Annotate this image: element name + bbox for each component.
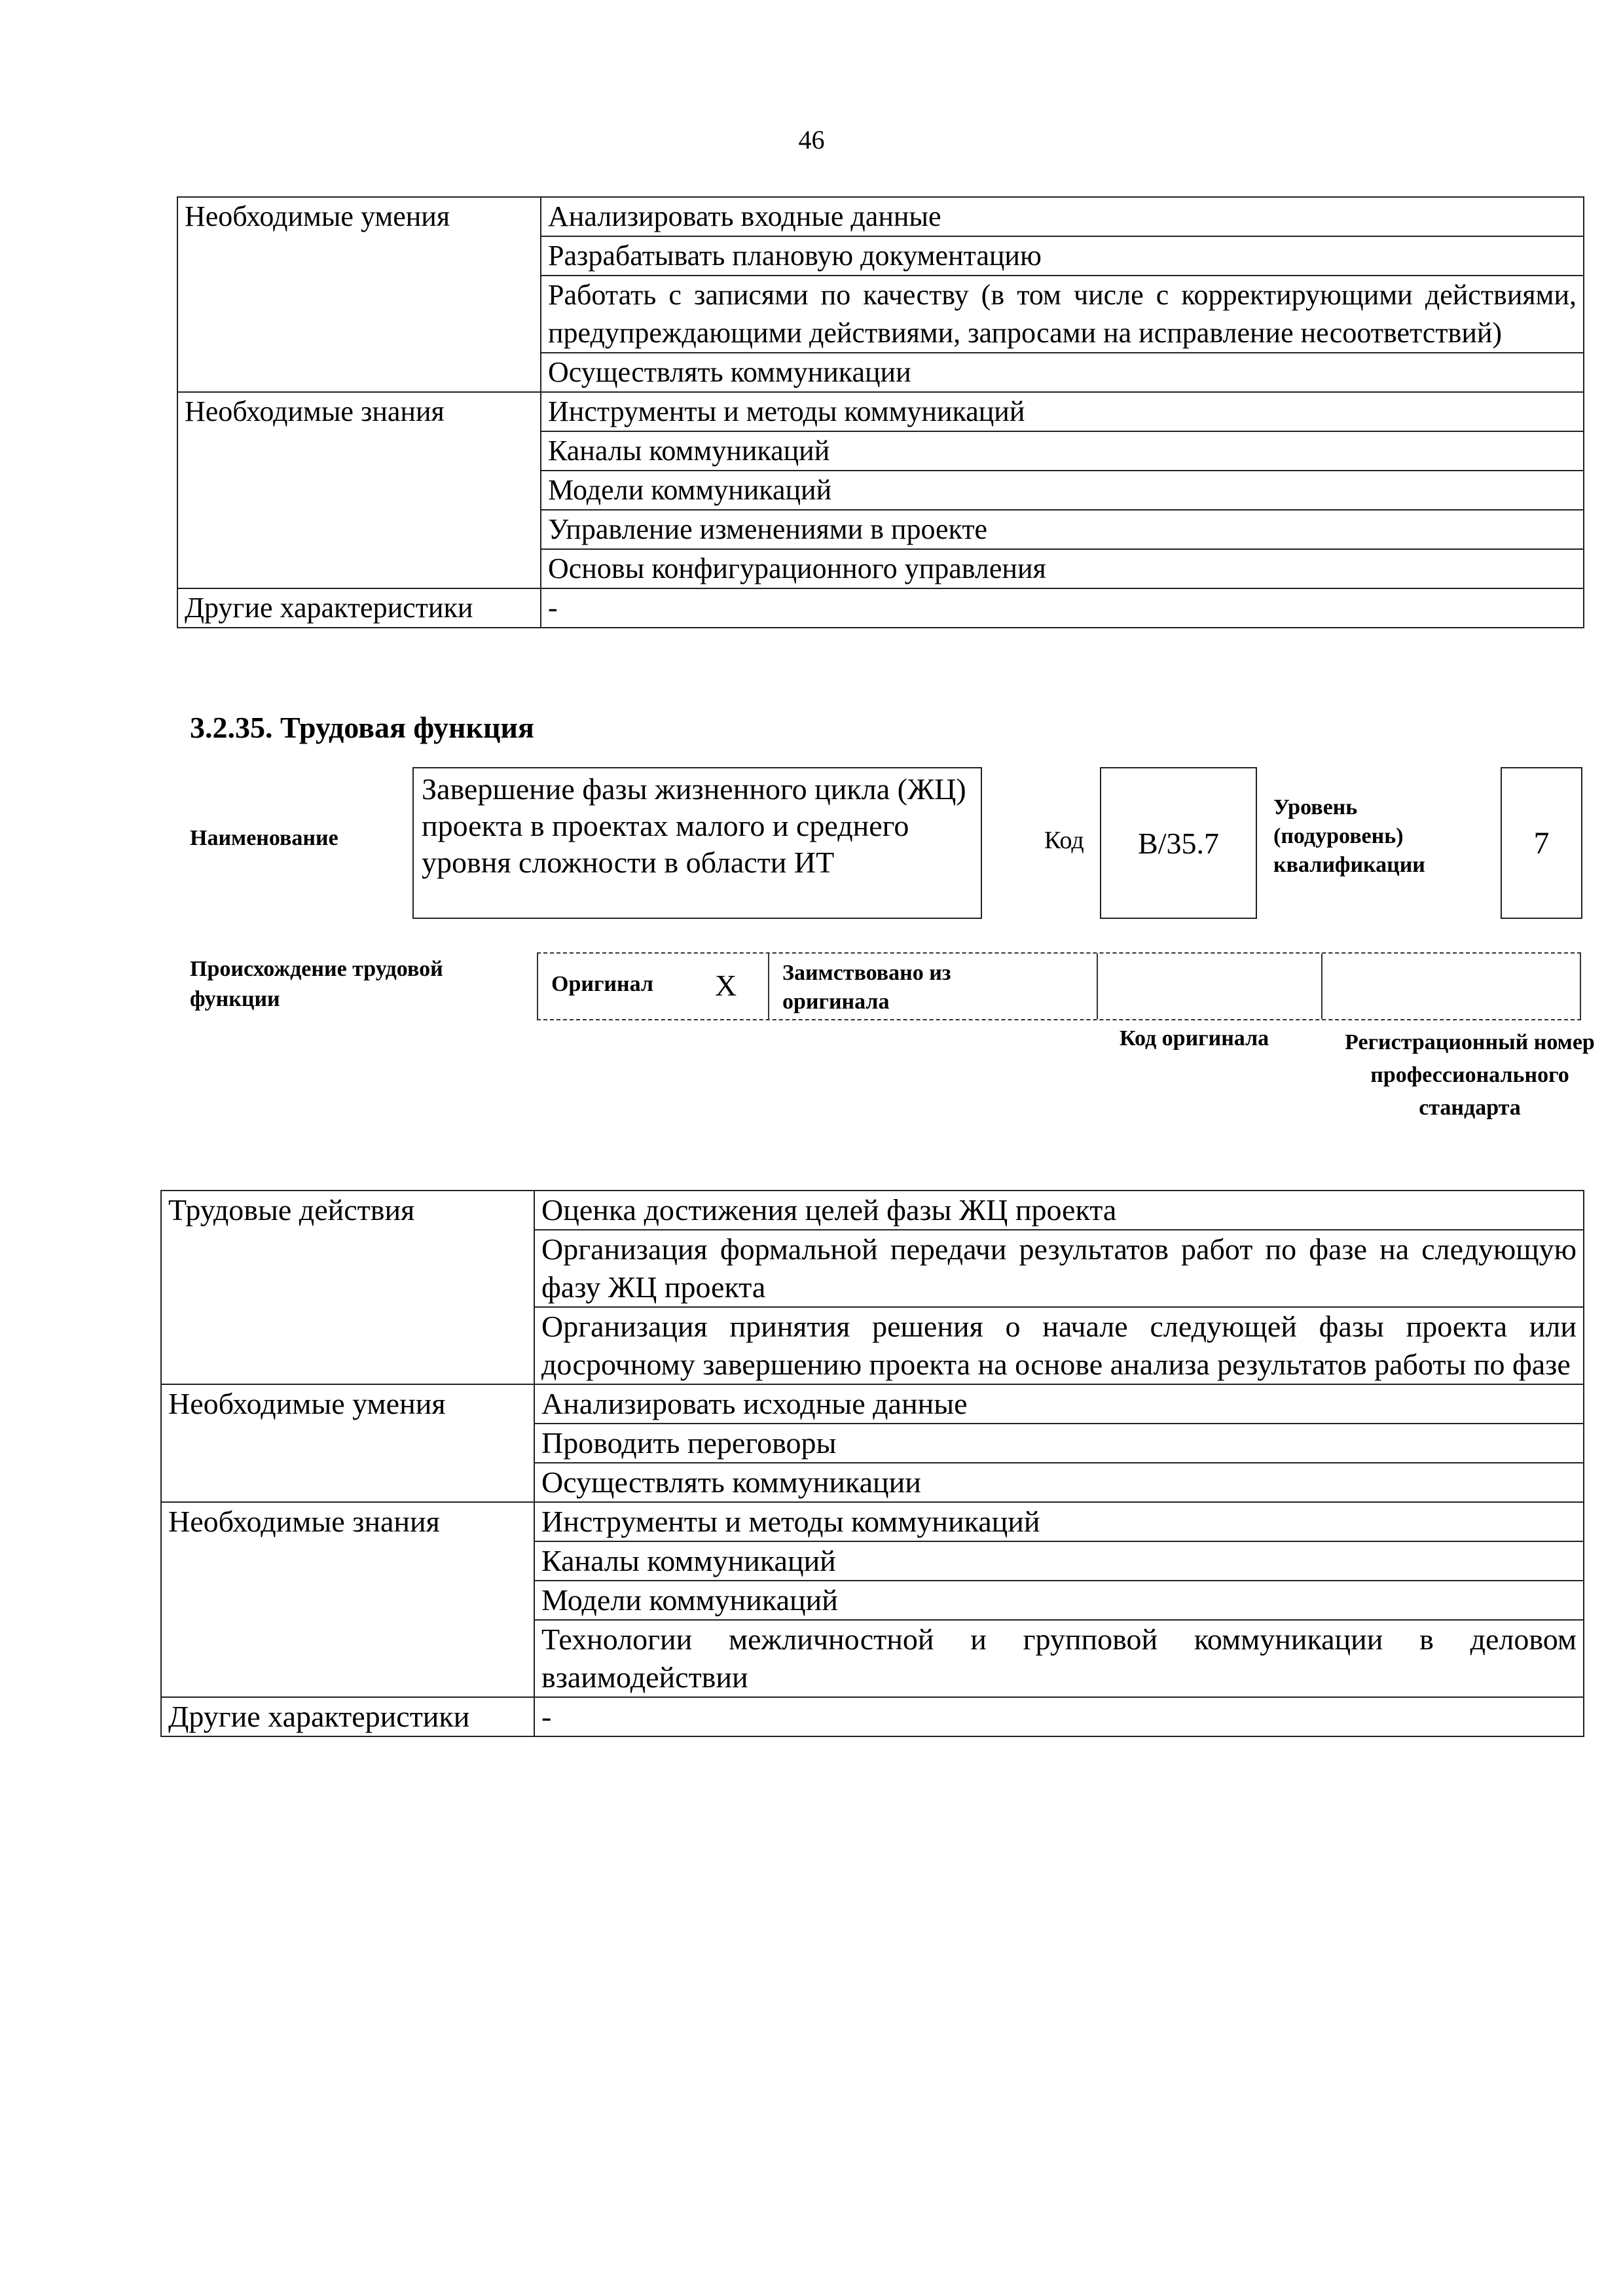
level-label: Уровень (подуровень) квалификации	[1273, 795, 1425, 877]
level-text: 7	[1533, 825, 1550, 861]
table-row	[177, 588, 1584, 628]
origin-row	[537, 952, 1581, 1020]
original-code-cell	[1097, 954, 1322, 1019]
table-cell: Технологии межличностной и групповой коммуникации в деловом взаимодействии	[534, 1620, 1584, 1697]
table-row	[161, 1697, 1584, 1736]
table-cell: Модели коммуникаций	[541, 471, 1584, 510]
table-row	[161, 1191, 1584, 1230]
code-text: B/35.7	[1138, 826, 1219, 860]
table-cell: Работать с записями по качеству (в том числе с корректирующими действиями, предупреждающими действиями, запросами на исправление несоответствий)	[541, 276, 1584, 353]
code-label: Код	[1044, 827, 1084, 854]
name-label: Наименование	[190, 826, 338, 850]
table-cell: -	[541, 588, 1584, 628]
table-cell: Каналы коммуникаций	[534, 1541, 1584, 1581]
table-cell: Осуществлять коммуникации	[541, 353, 1584, 392]
row-label: Трудовые действия	[161, 1191, 534, 1384]
origin-label: Происхождение трудовой функции	[190, 957, 443, 1011]
row-label: Необходимые умения	[161, 1384, 534, 1502]
table-cell: Инструменты и методы коммуникаций	[534, 1502, 1584, 1541]
table-row	[161, 1502, 1584, 1541]
table-row	[177, 197, 1584, 236]
original-cell	[537, 954, 769, 1019]
original-label: Оригинал	[551, 972, 653, 996]
table-cell: Инструменты и методы коммуникаций	[541, 392, 1584, 431]
table-cell: Управление изменениями в проекте	[541, 510, 1584, 549]
registration-number-cell	[1322, 954, 1581, 1019]
requirements-table-top	[177, 196, 1584, 628]
table-cell: Каналы коммуникаций	[541, 431, 1584, 471]
level-value	[1501, 767, 1582, 919]
name-value: Завершение фазы жизненного цикла (ЖЦ) проекта в проектах малого и среднего уровня сложности в области ИТ	[412, 767, 982, 919]
row-label: Необходимые умения	[177, 197, 541, 392]
requirements-table-bottom	[160, 1190, 1584, 1737]
section-heading: 3.2.35. Трудовая функция	[190, 711, 534, 744]
row-label: Другие характеристики	[161, 1697, 534, 1736]
code-value	[1100, 767, 1257, 919]
table-cell: Основы конфигурационного управления	[541, 549, 1584, 588]
table-cell: Разрабатывать плановую документацию	[541, 236, 1584, 276]
borrowed-label: Заимствовано из оригинала	[782, 961, 951, 1014]
table-cell: Анализировать исходные данные	[534, 1384, 1584, 1424]
row-label: Другие характеристики	[177, 588, 541, 628]
table-cell: Анализировать входные данные	[541, 197, 1584, 236]
row-label: Необходимые знания	[161, 1502, 534, 1697]
table-row	[177, 392, 1584, 431]
borrowed-cell	[769, 954, 1097, 1019]
row-label: Необходимые знания	[177, 392, 541, 588]
registration-number-caption: Регистрационный номер профессионального стандарта	[1345, 1030, 1595, 1120]
table-cell: Проводить переговоры	[534, 1424, 1584, 1463]
table-cell: Осуществлять коммуникации	[534, 1463, 1584, 1502]
table-cell: Организация принятия решения о начале следующей фазы проекта или досрочному завершению проекта на основе анализа результатов работы по фазе	[534, 1307, 1584, 1384]
table-cell: -	[534, 1697, 1584, 1736]
table-cell: Организация формальной передачи результатов работ по фазе на следующую фазу ЖЦ проекта	[534, 1230, 1584, 1307]
page-number: 46	[798, 125, 825, 154]
table-cell: Оценка достижения целей фазы ЖЦ проекта	[534, 1191, 1584, 1230]
original-code-caption: Код оригинала	[1120, 1026, 1269, 1050]
table-cell: Модели коммуникаций	[534, 1581, 1584, 1620]
table-row	[161, 1384, 1584, 1424]
original-mark: X	[715, 969, 737, 1002]
